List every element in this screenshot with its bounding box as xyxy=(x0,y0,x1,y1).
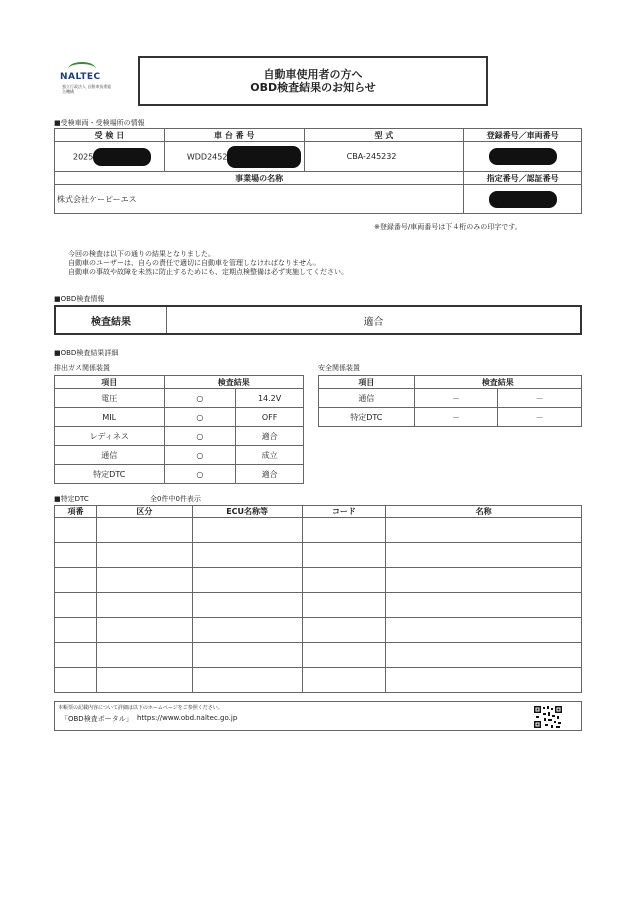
redaction-chassis xyxy=(227,146,301,168)
model-cell xyxy=(304,142,464,172)
emission-header-item: 項目 xyxy=(55,376,165,389)
obd-result-label: 検査結果 xyxy=(55,306,167,334)
vehicle-section-label: ■受検車両・受検場所の情報 xyxy=(54,119,145,127)
safety-item: 通信 xyxy=(319,389,415,408)
emission-mark: ○ xyxy=(164,465,236,484)
dtc-empty-row xyxy=(55,518,582,543)
emission-value: 成立 xyxy=(236,446,304,465)
obd-result-value: 適合 xyxy=(167,306,582,334)
dtc-empty-row xyxy=(55,618,582,643)
vehicle-table xyxy=(54,128,582,214)
obd-info-label: ■OBD検査情報 xyxy=(54,295,105,303)
safety-header-result: 検査結果 xyxy=(414,376,581,389)
naltec-logo xyxy=(60,60,112,100)
logo-name: NALTEC xyxy=(60,72,101,82)
dtc-empty-row xyxy=(55,643,582,668)
emission-item: レディネス xyxy=(55,427,165,446)
emission-item: MIL xyxy=(55,408,165,427)
header-designation: 指定番号／認証番号 xyxy=(464,172,582,185)
title-box xyxy=(138,56,488,106)
footer-box xyxy=(54,701,582,731)
model-value: CBA-245232 xyxy=(346,152,397,161)
safety-mark: － xyxy=(414,389,498,408)
reg-cell xyxy=(464,142,582,172)
header-place: 事業場の名称 xyxy=(55,172,464,185)
place-value: 株式会社ケーピーエス xyxy=(55,185,464,214)
dtc-header-name: 名称 xyxy=(386,506,582,518)
detail-label: ■OBD検査結果詳細 xyxy=(54,349,119,357)
safety-item: 特定DTC xyxy=(319,408,415,427)
footer-url[interactable]: https://www.obd.naltec.go.jp xyxy=(137,714,238,722)
dtc-header-code: コード xyxy=(302,506,386,518)
emission-table xyxy=(54,375,304,484)
reg-note: ※登録番号/車両番号は下４桁のみの印字です。 xyxy=(374,223,522,231)
dtc-header-no: 項番 xyxy=(55,506,97,518)
intro-text xyxy=(68,250,348,277)
intro-line3: 自動車の事故や故障を未然に防止するためにも、定期点検整備は必ず実施してください。 xyxy=(68,268,348,276)
dtc-header-ecu: ECU名称等 xyxy=(192,506,302,518)
footer-portal: 「OBD検査ポータル」 xyxy=(61,715,133,723)
redaction-designation xyxy=(489,191,557,208)
dtc-label: ■特定DTC xyxy=(54,495,89,503)
dtc-count: 全0件中0件表示 xyxy=(150,495,201,503)
header-reg: 登録番号／車両番号 xyxy=(464,129,582,142)
intro-line2: 自動車のユーザーは、自らの責任で適切に自動車を管理しなければなりません。 xyxy=(68,259,321,267)
dtc-table xyxy=(54,505,582,693)
emission-value: 適合 xyxy=(236,427,304,446)
date-value: 2025 xyxy=(73,152,94,161)
emission-label: 排出ガス関係装置 xyxy=(54,364,110,372)
emission-value: OFF xyxy=(236,408,304,427)
title-line1: 自動車使用者の方へ xyxy=(263,68,363,81)
emission-mark: ○ xyxy=(164,389,236,408)
redaction-reg xyxy=(489,148,557,165)
dtc-empty-row xyxy=(55,593,582,618)
footer-line1: 本帳票の記載内容について詳細は以下のホームページをご参照ください。 xyxy=(58,705,223,711)
designation-cell xyxy=(464,185,582,214)
chassis-cell xyxy=(164,142,304,172)
dtc-empty-row xyxy=(55,568,582,593)
logo-subtitle: 独立行政法人 自動車技術総合機構 xyxy=(62,84,112,94)
dtc-empty-row xyxy=(55,668,582,693)
emission-item: 特定DTC xyxy=(55,465,165,484)
dtc-empty-row xyxy=(55,543,582,568)
safety-table xyxy=(318,375,582,427)
safety-label: 安全関係装置 xyxy=(318,364,360,372)
qr-code-icon xyxy=(533,705,563,729)
dtc-header-category: 区分 xyxy=(96,506,192,518)
emission-item: 電圧 xyxy=(55,389,165,408)
emission-header-result: 検査結果 xyxy=(164,376,303,389)
safety-mark: － xyxy=(414,408,498,427)
emission-mark: ○ xyxy=(164,408,236,427)
header-date: 受 検 日 xyxy=(55,129,165,142)
safety-header-item: 項目 xyxy=(319,376,415,389)
title-line2: OBD検査結果のお知らせ xyxy=(250,81,376,94)
header-model: 型 式 xyxy=(304,129,464,142)
emission-value: 適合 xyxy=(236,465,304,484)
emission-mark: ○ xyxy=(164,446,236,465)
intro-line1: 今回の検査は以下の通りの結果となりました。 xyxy=(68,250,215,258)
obd-result-table xyxy=(54,305,582,335)
header-chassis: 車 台 番 号 xyxy=(164,129,304,142)
date-cell xyxy=(55,142,165,172)
emission-mark: ○ xyxy=(164,427,236,446)
safety-value: － xyxy=(498,408,582,427)
emission-value: 14.2V xyxy=(236,389,304,408)
safety-value: － xyxy=(498,389,582,408)
redaction-date xyxy=(93,148,151,166)
chassis-value: WDD2452 xyxy=(186,152,228,161)
emission-item: 通信 xyxy=(55,446,165,465)
